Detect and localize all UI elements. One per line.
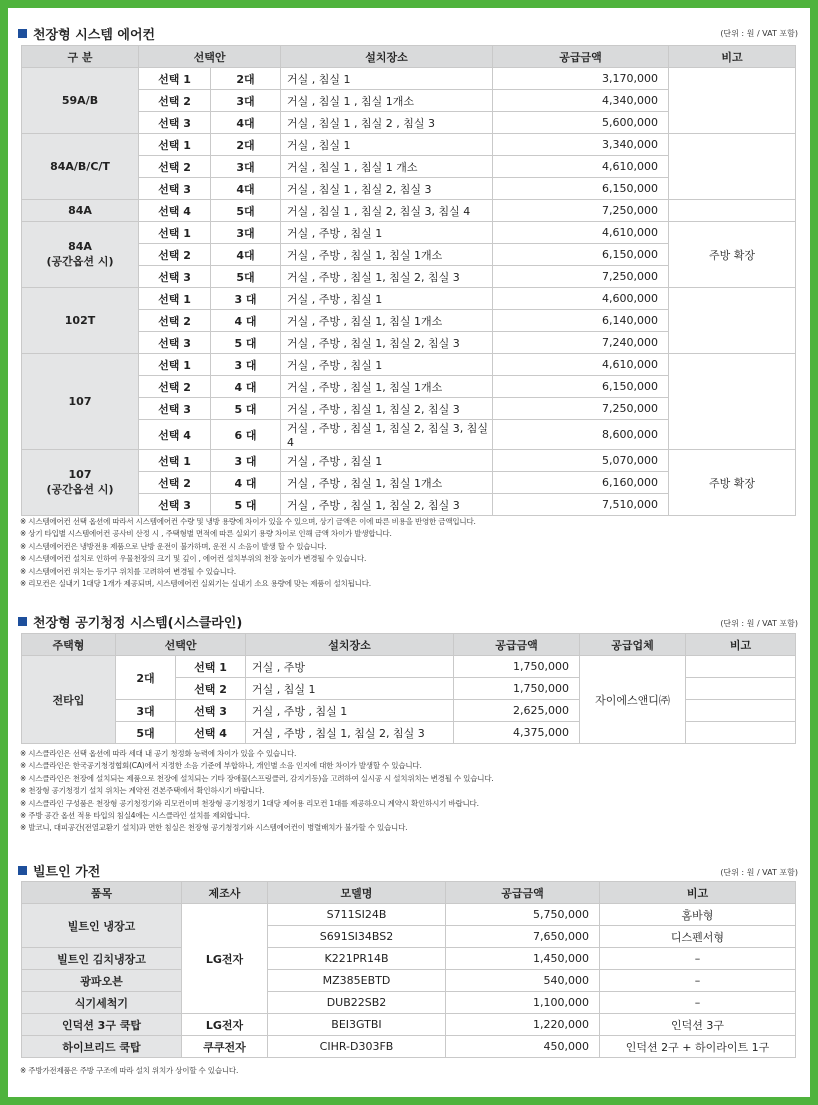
option-cell: 선택 3 — [139, 112, 211, 134]
option-cell: 선택 1 — [139, 68, 211, 90]
price-cell: 4,610,000 — [493, 156, 669, 178]
qty-cell: 4대 — [211, 178, 281, 200]
note-line: ※ 리모컨은 실내기 1대당 1개가 제공되며, 시스템에어컨 실외기는 실내기 소요 용량에 맞는 제품이 설치됩니다. — [20, 578, 371, 588]
price-cell: 7,650,000 — [446, 926, 600, 948]
note-cell — [686, 656, 796, 678]
aircon-notes — [20, 516, 476, 590]
vendor-cell: 자이에스앤디㈜ — [580, 656, 686, 744]
place-cell: 거실 , 침실 1 , 침실 2 , 침실 3 — [281, 112, 493, 134]
section-title-text: 천장형 시스템 에어컨 — [33, 28, 156, 43]
type-cell: 전타입 — [22, 656, 116, 744]
item-cell: 광파오븐 — [22, 970, 182, 992]
col-header: 공급금액 — [446, 882, 600, 904]
note-cell: 주방 확장 — [669, 222, 796, 288]
place-cell: 거실 , 침실 1 , 침실 1 개소 — [281, 156, 493, 178]
model-cell: DUB22SB2 — [268, 992, 446, 1014]
price-cell: 6,150,000 — [493, 244, 669, 266]
table-header-row — [22, 46, 796, 68]
option-cell: 선택 2 — [139, 310, 211, 332]
place-cell: 거실 , 주방 , 침실 1, 침실 1개소 — [281, 310, 493, 332]
col-header: 제조사 — [182, 882, 268, 904]
qty-cell: 4대 — [211, 244, 281, 266]
col-header: 비고 — [600, 882, 796, 904]
price-cell: 7,250,000 — [493, 398, 669, 420]
col-header: 설치장소 — [281, 46, 493, 68]
note-cell — [669, 200, 796, 222]
col-header: 선택안 — [139, 46, 281, 68]
maker-cell: LG전자 — [182, 904, 268, 1014]
square-bullet-icon — [18, 29, 27, 38]
place-cell: 거실 , 주방 , 침실 1, 침실 2, 침실 3 — [246, 722, 454, 744]
col-header: 선택안 — [116, 634, 246, 656]
place-cell: 거실 , 주방 , 침실 1, 침실 2, 침실 3 — [281, 266, 493, 288]
option-cell: 선택 3 — [139, 266, 211, 288]
price-cell: 1,750,000 — [454, 678, 580, 700]
note-cell: – — [600, 970, 796, 992]
section-title-airpurifier — [18, 612, 242, 631]
model-cell: S711SI24B — [268, 904, 446, 926]
col-header: 공급업체 — [580, 634, 686, 656]
place-cell: 거실 , 주방 , 침실 1, 침실 1개소 — [281, 244, 493, 266]
place-cell: 거실 , 주방 , 침실 1 — [246, 700, 454, 722]
qty-cell: 3대 — [211, 90, 281, 112]
model-cell: K221PR14B — [268, 948, 446, 970]
col-header: 공급금액 — [493, 46, 669, 68]
place-cell: 거실 , 주방 , 침실 1, 침실 1개소 — [281, 472, 493, 494]
table-row — [22, 1014, 796, 1036]
note-cell — [669, 354, 796, 450]
option-cell: 선택 1 — [139, 354, 211, 376]
table-row — [22, 68, 796, 90]
price-cell: 3,170,000 — [493, 68, 669, 90]
price-cell: 2,625,000 — [454, 700, 580, 722]
qty-cell: 3 대 — [211, 288, 281, 310]
option-cell: 선택 3 — [139, 178, 211, 200]
place-cell: 거실 , 주방 , 침실 1, 침실 2, 침실 3 — [281, 494, 493, 516]
place-cell: 거실 , 주방 , 침실 1 — [281, 288, 493, 310]
col-header: 품목 — [22, 882, 182, 904]
page — [8, 8, 810, 1097]
col-header: 설치장소 — [246, 634, 454, 656]
model-cell: S691SI34BS2 — [268, 926, 446, 948]
note-cell: 주방 확장 — [669, 450, 796, 516]
price-cell: 7,510,000 — [493, 494, 669, 516]
unit-label: (단위 : 원 / VAT 포함) — [720, 868, 798, 877]
note-cell — [686, 722, 796, 744]
builtin-appliance-table — [21, 881, 796, 1058]
airpurifier-notes — [20, 748, 494, 835]
place-cell: 거실 , 침실 1 — [281, 68, 493, 90]
option-cell: 선택 4 — [139, 200, 211, 222]
price-cell: 7,240,000 — [493, 332, 669, 354]
place-cell: 거실 , 주방 , 침실 1 — [281, 450, 493, 472]
note-line: ※ 주방 공간 옵션 적용 타입의 침실4에는 시스클라인 설치를 제외합니다. — [20, 810, 250, 820]
item-cell: 하이브리드 쿡탑 — [22, 1036, 182, 1058]
price-cell: 1,220,000 — [446, 1014, 600, 1036]
qty-cell: 5 대 — [211, 332, 281, 354]
note-cell — [669, 68, 796, 134]
option-cell: 선택 3 — [139, 332, 211, 354]
col-header: 비고 — [669, 46, 796, 68]
note-cell: 인덕션 2구 + 하이라이트 1구 — [600, 1036, 796, 1058]
qty-cell: 4 대 — [211, 376, 281, 398]
maker-cell: LG전자 — [182, 1014, 268, 1036]
section-title-text: 빌트인 가전 — [33, 865, 101, 880]
place-cell: 거실 , 침실 1 , 침실 1개소 — [281, 90, 493, 112]
price-cell: 6,160,000 — [493, 472, 669, 494]
option-cell: 선택 3 — [139, 398, 211, 420]
qty-cell: 5 대 — [211, 494, 281, 516]
section-title-builtin — [18, 861, 100, 880]
table-row — [22, 222, 796, 244]
note-line: ※ 시스클라인은 천장에 설치되는 제품으로 천장에 설치되는 기타 장애물(스프링클러, 감지기등)을 고려하여 실시공 시 설치위치는 변경될 수 있습니다. — [20, 773, 494, 783]
square-bullet-icon — [18, 617, 27, 626]
table-row — [22, 288, 796, 310]
note-cell: 디스펜서형 — [600, 926, 796, 948]
option-cell: 선택 2 — [139, 156, 211, 178]
builtin-notes — [20, 1065, 238, 1077]
group-cell: 59A/B — [22, 68, 139, 134]
option-cell: 선택 2 — [139, 472, 211, 494]
table-row — [22, 1036, 796, 1058]
note-line: ※ 주방가전제품은 주방 구조에 따라 설치 위치가 상이할 수 있습니다. — [20, 1066, 239, 1075]
price-cell: 4,610,000 — [493, 354, 669, 376]
item-cell: 빌트인 김치냉장고 — [22, 948, 182, 970]
qty-cell: 3 대 — [211, 450, 281, 472]
table-header-row — [22, 634, 796, 656]
note-cell: 인덕션 3구 — [600, 1014, 796, 1036]
table-row — [22, 200, 796, 222]
group-cell: 84A/B/C/T — [22, 134, 139, 200]
place-cell: 거실 , 주방 — [246, 656, 454, 678]
qty-cell: 3대 — [116, 700, 176, 722]
note-cell: 홈바형 — [600, 904, 796, 926]
note-line: ※ 시스클라인은 선택 옵션에 따라 세대 내 공기 청정화 능력에 차이가 있을 수 있습니다. — [20, 749, 297, 758]
price-cell: 1,100,000 — [446, 992, 600, 1014]
note-cell — [686, 678, 796, 700]
col-header: 구 분 — [22, 46, 139, 68]
place-cell: 거실 , 침실 1 — [281, 134, 493, 156]
option-cell: 선택 2 — [139, 90, 211, 112]
table-row — [22, 904, 796, 926]
price-cell: 1,750,000 — [454, 656, 580, 678]
price-cell: 6,150,000 — [493, 178, 669, 200]
qty-cell: 2대 — [211, 134, 281, 156]
note-line: ※ 시스템에어컨 설치로 인하여 우물천장의 크기 및 깊이 , 에어컨 설치부위의 천장 높이가 변경될 수 있습니다. — [20, 554, 367, 564]
qty-cell: 4 대 — [211, 310, 281, 332]
table-header-row — [22, 882, 796, 904]
price-cell: 5,600,000 — [493, 112, 669, 134]
qty-cell: 5대 — [116, 722, 176, 744]
table-row — [22, 656, 796, 678]
price-cell: 5,750,000 — [446, 904, 600, 926]
note-cell — [669, 134, 796, 200]
col-header: 모델명 — [268, 882, 446, 904]
qty-cell: 4대 — [211, 112, 281, 134]
place-cell: 거실 , 주방 , 침실 1 — [281, 354, 493, 376]
section-title-text: 천장형 공기청정 시스템(시스클라인) — [33, 616, 243, 631]
price-cell: 4,340,000 — [493, 90, 669, 112]
note-line: ※ 천장형 공기청정기 설치 위치는 계약전 견본주택에서 확인하시기 바랍니다. — [20, 786, 265, 796]
price-cell: 4,375,000 — [454, 722, 580, 744]
option-cell: 선택 2 — [139, 244, 211, 266]
table-row — [22, 948, 796, 970]
price-cell: 1,450,000 — [446, 948, 600, 970]
option-cell: 선택 4 — [176, 722, 246, 744]
model-cell: BEI3GTBI — [268, 1014, 446, 1036]
price-cell: 540,000 — [446, 970, 600, 992]
unit-label: (단위 : 원 / VAT 포함) — [720, 619, 798, 628]
place-cell: 거실 , 주방 , 침실 1, 침실 2, 침실 3 — [281, 398, 493, 420]
note-line: ※ 상기 타입별 시스템에어컨 공사비 산정 시 , 주택형별 면적에 따른 실외기 용량 차이로 인해 금액 차이가 발생합니다. — [20, 529, 392, 539]
option-cell: 선택 2 — [139, 376, 211, 398]
qty-cell: 5 대 — [211, 398, 281, 420]
place-cell: 거실 , 침실 1 — [246, 678, 454, 700]
qty-cell: 3대 — [211, 222, 281, 244]
qty-cell: 6 대 — [211, 420, 281, 450]
table-row — [22, 970, 796, 992]
table-row — [22, 134, 796, 156]
price-cell: 450,000 — [446, 1036, 600, 1058]
qty-cell: 3 대 — [211, 354, 281, 376]
qty-cell: 4 대 — [211, 472, 281, 494]
group-cell: 84A — [22, 200, 139, 222]
option-cell: 선택 3 — [139, 494, 211, 516]
option-cell: 선택 1 — [139, 450, 211, 472]
option-cell: 선택 3 — [176, 700, 246, 722]
qty-cell: 5대 — [211, 266, 281, 288]
note-line: ※ 시스템에어컨은 냉방전용 제품으로 난방 운전이 불가하며, 운전 시 소음이 발생 할 수 있습니다. — [20, 541, 327, 551]
note-cell — [686, 700, 796, 722]
table-row — [22, 450, 796, 472]
place-cell: 거실 , 주방 , 침실 1 — [281, 222, 493, 244]
aircon-table — [21, 45, 796, 516]
place-cell: 거실 , 침실 1 , 침실 2, 침실 3, 침실 4 — [281, 200, 493, 222]
price-cell: 7,250,000 — [493, 266, 669, 288]
option-cell: 선택 1 — [139, 288, 211, 310]
airpurifier-table — [21, 633, 796, 744]
qty-cell: 3대 — [211, 156, 281, 178]
group-cell: 107 (공간옵션 시) — [22, 450, 139, 516]
place-cell: 거실 , 주방 , 침실 1, 침실 2, 침실 3 — [281, 332, 493, 354]
unit-label: (단위 : 원 / VAT 포함) — [720, 29, 798, 38]
price-cell: 4,610,000 — [493, 222, 669, 244]
note-line: ※ 발코니, 대피공간(전열교환기 설치)과 면한 침실은 천장형 공기청정기와 시스템에어컨이 병렬배치가 불가할 수 있습니다. — [20, 823, 408, 833]
price-cell: 3,340,000 — [493, 134, 669, 156]
price-cell: 6,140,000 — [493, 310, 669, 332]
table-row — [22, 992, 796, 1014]
price-cell: 4,600,000 — [493, 288, 669, 310]
model-cell: CIHR-D303FB — [268, 1036, 446, 1058]
note-cell — [669, 288, 796, 354]
price-cell: 8,600,000 — [493, 420, 669, 450]
option-cell: 선택 4 — [139, 420, 211, 450]
table-row — [22, 354, 796, 376]
place-cell: 거실 , 침실 1 , 침실 2, 침실 3 — [281, 178, 493, 200]
price-cell: 7,250,000 — [493, 200, 669, 222]
place-cell: 거실 , 주방 , 침실 1, 침실 1개소 — [281, 376, 493, 398]
note-line: ※ 시스템에어컨 위치는 등기구 위치를 고려하여 변경될 수 있습니다. — [20, 566, 236, 576]
model-cell: MZ385EBTD — [268, 970, 446, 992]
group-cell: 84A (공간옵션 시) — [22, 222, 139, 288]
section-title-aircon — [18, 24, 155, 43]
option-cell: 선택 1 — [139, 222, 211, 244]
item-cell: 인덕션 3구 쿡탑 — [22, 1014, 182, 1036]
option-cell: 선택 1 — [176, 656, 246, 678]
maker-cell: 쿠쿠전자 — [182, 1036, 268, 1058]
note-cell: – — [600, 948, 796, 970]
note-line: ※ 시스클라인 구성품은 천장형 공기청정기와 리모컨이며 천장형 공기청정기 1대당 제어용 리모컨 1대를 제공하오니 계약시 확인하시기 바랍니다. — [20, 798, 479, 808]
note-line: ※ 시스클라인은 한국공기청정협회(CA)에서 지정한 소음 기준에 부합하나, 개인별 소음 인지에 대한 차이가 발생할 수 있습니다. — [20, 761, 422, 771]
price-cell: 6,150,000 — [493, 376, 669, 398]
qty-cell: 2대 — [116, 656, 176, 700]
place-cell: 거실 , 주방 , 침실 1, 침실 2, 침실 3, 침실 4 — [281, 420, 493, 450]
note-cell: – — [600, 992, 796, 1014]
group-cell: 102T — [22, 288, 139, 354]
group-cell: 107 — [22, 354, 139, 450]
square-bullet-icon — [18, 866, 27, 875]
price-cell: 5,070,000 — [493, 450, 669, 472]
option-cell: 선택 2 — [176, 678, 246, 700]
item-cell: 식기세척기 — [22, 992, 182, 1014]
note-line: ※ 시스템에어컨 선택 옵션에 따라서 시스템에어컨 수량 및 냉방 용량에 차이가 있을 수 있으며, 상기 금액은 이에 따른 비용을 반영한 금액입니다. — [20, 517, 476, 526]
qty-cell: 5대 — [211, 200, 281, 222]
qty-cell: 2대 — [211, 68, 281, 90]
col-header: 비고 — [686, 634, 796, 656]
col-header: 공급금액 — [454, 634, 580, 656]
item-cell: 빌트인 냉장고 — [22, 904, 182, 948]
option-cell: 선택 1 — [139, 134, 211, 156]
col-header: 주택형 — [22, 634, 116, 656]
